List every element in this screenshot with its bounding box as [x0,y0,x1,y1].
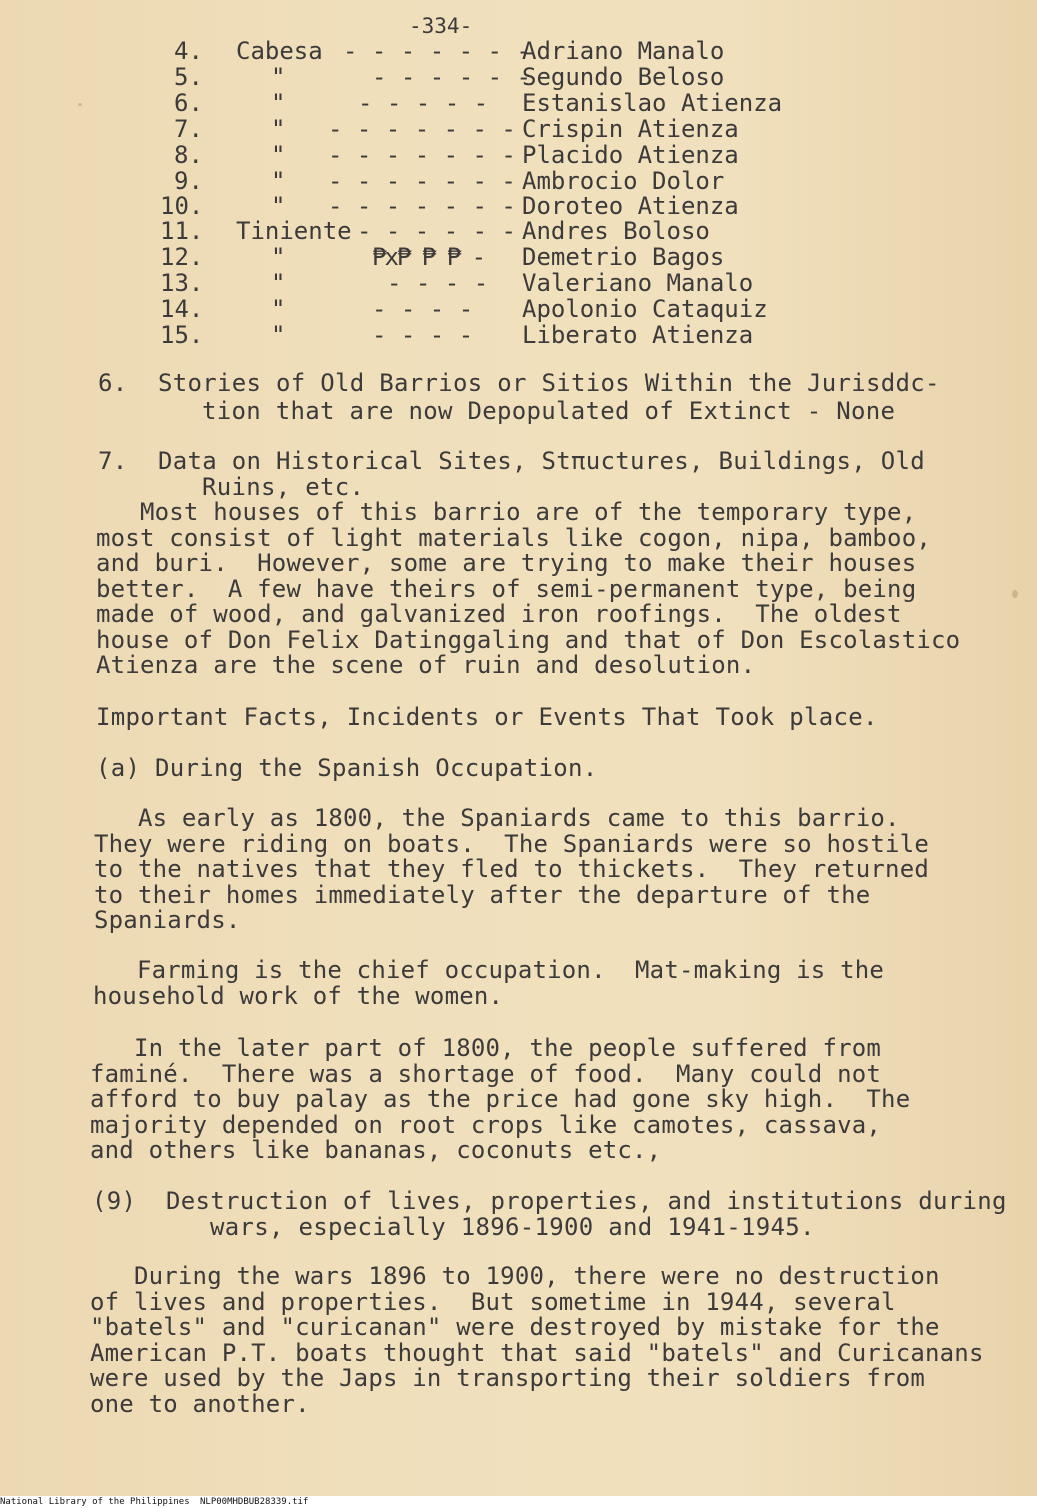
section-7-heading-cont: Ruins, etc. [202,473,365,501]
paragraph-wars: During the wars 1896 to 1900, there were no destruction of lives and properties. But sometime in 1944, several "batels" and "curicanan" were destroyed by mistake for the American P.T. boats thought that said "batels" and Curicanans were used by the Japs in transporting their soldiers from one to another. [90,1262,984,1418]
item-number: 11. [160,217,204,245]
subsection-a-heading: (a) During the Spanish Occupation. [96,754,598,782]
item-title: " [271,321,286,349]
item-number: 6. [174,89,203,117]
item-title: " [271,89,286,117]
item-number: 8. [174,141,203,169]
item-name: Crispin Atienza [522,115,739,143]
item-leader-dashes: - - - - - - - [328,167,516,195]
section-7-heading: Data on Historical Sites, Stπuctures, Buildings, Old [158,447,925,475]
section-6-number: 6. [98,369,128,397]
item-number: 7. [174,115,203,143]
paper-speck [78,103,82,106]
list-item [0,296,1037,322]
list-item [0,64,1037,90]
item-number: 4. [174,37,203,65]
item-name: Valeriano Manalo [522,269,754,297]
item-title: " [271,243,286,271]
item-title: " [271,141,286,169]
item-leader-dashes: - - - - - - - [328,141,516,169]
footer-source: National Library of the Philippines [0,1497,190,1507]
item-leader-dashes: - - - - - - [372,63,531,91]
item-title: " [271,192,286,220]
footer-filename: NLP00MHDBUB28339.tif [200,1497,309,1507]
list-item [0,168,1037,194]
item-name: Apolonio Cataquiz [522,295,768,323]
item-leader-dashes: ₱x₱ ₱ ₱ - [372,243,485,271]
paragraph-farming: Farming is the chief occupation. Mat-making is the household work of the women. [93,956,885,1010]
item-leader-dashes: - - - - - - - [343,37,531,65]
item-number: 12. [160,243,204,271]
item-name: Demetrio Bagos [522,243,725,271]
item-number: 5. [174,63,203,91]
scan-footer [0,1496,1037,1508]
list-item [0,193,1037,219]
item-leader-dashes: - - - - - - [357,217,516,245]
item-leader-dashes: - - - - [372,295,474,323]
item-name: Ambrocio Dolor [522,167,725,195]
item-title: " [271,269,286,297]
item-name: Placido Atienza [522,141,739,169]
section-7-number: 7. [98,447,128,475]
section-9-number: (9) [92,1187,137,1215]
list-item [0,116,1037,142]
page-number: -334- [409,14,473,38]
list-item [0,270,1037,296]
item-leader-dashes: - - - - - [358,89,489,117]
section-6-heading-cont: tion that are now Depopulated of Extinct - None [202,397,896,425]
item-number: 9. [174,167,203,195]
item-title: Cabesa [236,37,323,65]
item-title: " [271,295,286,323]
paragraph-spaniards: As early as 1800, the Spaniards came to this barrio. They were riding on boats. The Spaniards were so hostile to the natives that they fled to thickets. They returned to their homes immediately after the departure of the Spaniards. [94,804,930,934]
item-name: Andres Boloso [522,217,710,245]
paper-speck [1012,590,1018,598]
paragraph-houses: Most houses of this barrio are of the temporary type, most consist of light materials like cogon, nipa, bamboo, and buri. However, some are trying to make their houses better. A few have theirs of semi-permanent type, being made of wood, and galvanized iron roofings. The oldest house of Don Felix Datinggaling and that of Don Escolastico Atienza are the scene of ruin and desolution. [96,498,961,679]
item-title: " [271,167,286,195]
section-9-heading: Destruction of lives, properties, and institutions during [166,1187,1007,1215]
item-name: Liberato Atienza [522,321,754,349]
item-name: Doroteo Atienza [522,192,739,220]
paragraph-famine: In the later part of 1800, the people suffered from faminé. There was a shortage of food. Many could not afford to buy palay as the price had gone sky high. The majority depended on root crops like camotes, cassava, and others like bananas, coconuts etc., [90,1034,911,1164]
section-9-heading-cont: wars, especially 1896-1900 and 1941-1945. [210,1213,815,1241]
item-leader-dashes: - - - - [372,321,474,349]
item-name: Estanislao Atienza [522,89,783,117]
item-number: 13. [160,269,204,297]
list-item [0,142,1037,168]
list-item [0,244,1037,270]
item-number: 14. [160,295,204,323]
item-name: Segundo Beloso [522,63,725,91]
important-facts-heading: Important Facts, Incidents or Events That Took place. [96,703,878,731]
section-6-heading: Stories of Old Barrios or Sitios Within the Jurisddc- [158,369,940,397]
item-title: " [271,63,286,91]
item-name: Adriano Manalo [522,37,725,65]
list-item [0,38,1037,64]
item-leader-dashes: - - - - - - - [328,192,516,220]
list-item [0,90,1037,116]
list-item [0,322,1037,348]
item-title: Tiniente [236,217,352,245]
item-leader-dashes: - - - - - - - [328,115,516,143]
item-number: 10. [160,192,204,220]
list-item [0,218,1037,244]
item-number: 15. [160,321,204,349]
item-title: " [271,115,286,143]
item-leader-dashes: - - - - [387,269,489,297]
